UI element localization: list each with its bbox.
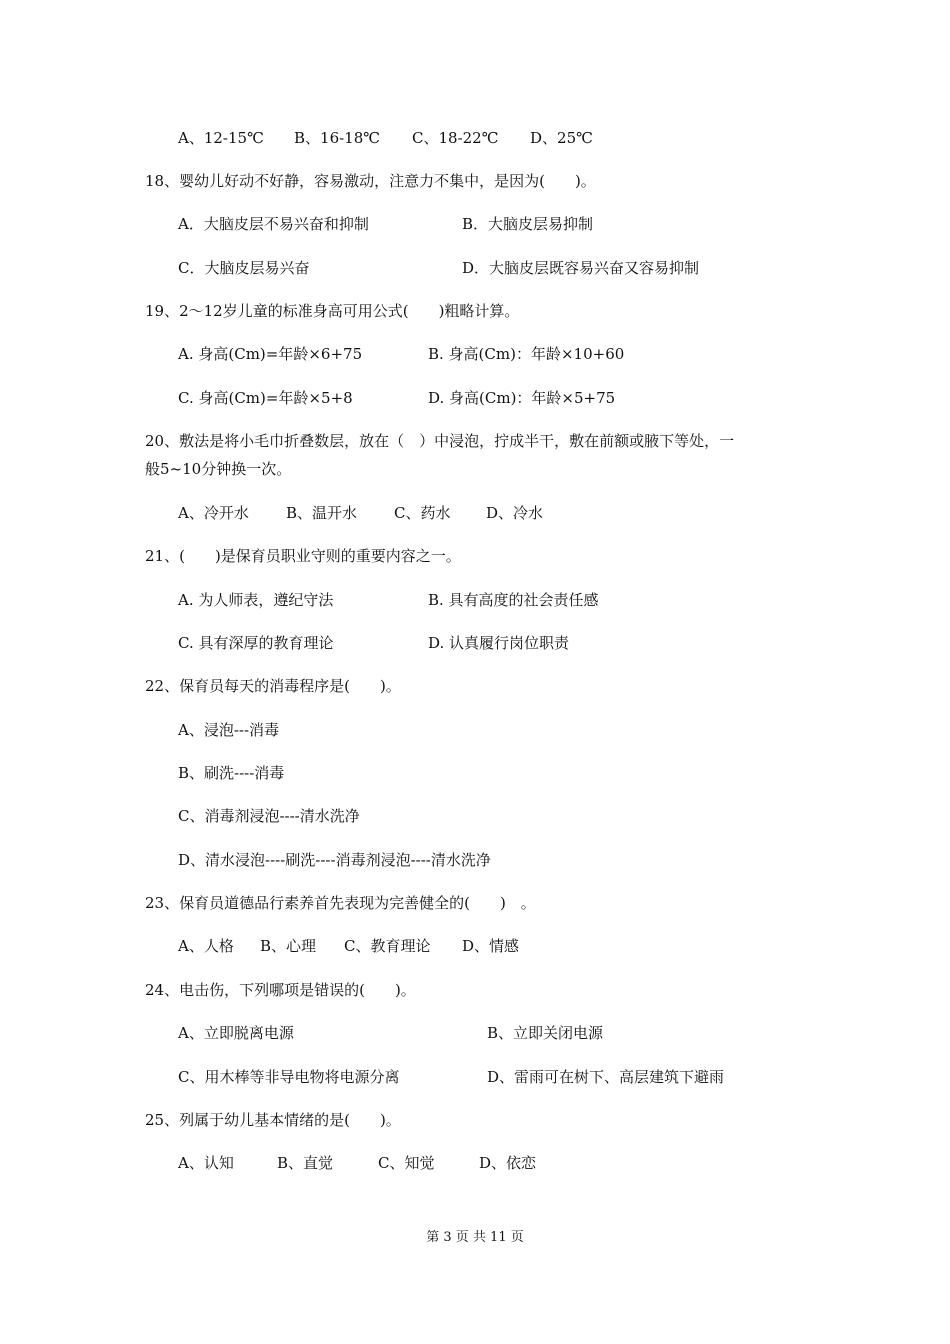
q25-option-a: A、认知: [178, 1154, 234, 1172]
q20-option-a: A、冷开水: [178, 504, 249, 522]
q21-option-a: A. 为人师表，遵纪守法: [178, 591, 334, 609]
q19-option-a: A. 身高(Cm)=年龄×6+75: [178, 345, 363, 363]
q24-option-d: D、雷雨可在树下、高层建筑下避雨: [487, 1068, 725, 1086]
q25-stem: 25、列属于幼儿基本情绪的是( )。: [145, 1111, 401, 1129]
q19-option-d: D. 身高(Cm)：年龄×5+75: [428, 389, 616, 407]
q18-option-c: C．大脑皮层易兴奋: [178, 259, 310, 277]
q22-option-d: D、清水浸泡----刷洗----消毒剂浸泡----清水洗净: [178, 851, 491, 869]
q21-option-b: B. 具有高度的社会责任感: [428, 591, 599, 609]
q17-option-a: A、12-15℃: [178, 129, 264, 147]
q22-option-b: B、刷洗----消毒: [178, 764, 285, 782]
q24-option-b: B、立即关闭电源: [487, 1024, 604, 1042]
page-number-footer: 第 3 页 共 11 页: [426, 1230, 524, 1245]
q23-option-b: B、心理: [260, 937, 317, 955]
q18-option-a: A．大脑皮层不易兴奋和抑制: [178, 215, 369, 233]
q17-option-c: C、18-22℃: [412, 129, 499, 147]
q19-option-c: C. 身高(Cm)=年龄×5+8: [178, 389, 353, 407]
q22-option-c: C、消毒剂浸泡----清水洗净: [178, 807, 360, 825]
q20-option-d: D、冷水: [486, 504, 544, 522]
q24-stem: 24、电击伤，下列哪项是错误的( )。: [145, 981, 416, 999]
q23-option-d: D、情感: [462, 937, 520, 955]
q24-option-a: A、立即脱离电源: [178, 1024, 294, 1042]
q18-option-b: B．大脑皮层易抑制: [462, 215, 594, 233]
q20-option-c: C、药水: [394, 504, 451, 522]
q22-stem: 22、保育员每天的消毒程序是( )。: [145, 677, 401, 695]
q25-option-c: C、知觉: [378, 1154, 435, 1172]
q23-stem: 23、保育员道德品行素养首先表现为完善健全的( ) 。: [145, 894, 536, 912]
q17-option-d: D、25℃: [530, 129, 593, 147]
q23-option-a: A、人格: [178, 937, 234, 955]
q17-option-b: B、16-18℃: [294, 129, 381, 147]
q18-option-d: D．大脑皮层既容易兴奋又容易抑制: [462, 259, 700, 277]
q19-option-b: B. 身高(Cm)：年龄×10+60: [428, 345, 625, 363]
q25-option-b: B、直觉: [277, 1154, 334, 1172]
q23-option-c: C、教育理论: [344, 937, 431, 955]
q20-option-b: B、温开水: [286, 504, 358, 522]
q20-stem-line2: 般5~10分钟换一次。: [145, 460, 292, 478]
q21-option-c: C. 具有深厚的教育理论: [178, 634, 334, 652]
q19-stem: 19、2～12岁儿童的标准身高可用公式( )粗略计算。: [145, 302, 520, 320]
q24-option-c: C、用木棒等非导电物将电源分离: [178, 1068, 400, 1086]
q20-stem-line1: 20、敷法是将小毛巾折叠数层，放在（ ）中浸泡，拧成半干，敷在前额或腋下等处，一: [145, 432, 735, 450]
q18-stem: 18、婴幼儿好动不好静，容易激动，注意力不集中，是因为( )。: [145, 172, 596, 190]
q25-option-d: D、依恋: [479, 1154, 537, 1172]
q21-option-d: D. 认真履行岗位职责: [428, 634, 570, 652]
q22-option-a: A、浸泡---消毒: [178, 721, 280, 739]
q21-stem: 21、( )是保育员职业守则的重要内容之一。: [145, 547, 461, 565]
